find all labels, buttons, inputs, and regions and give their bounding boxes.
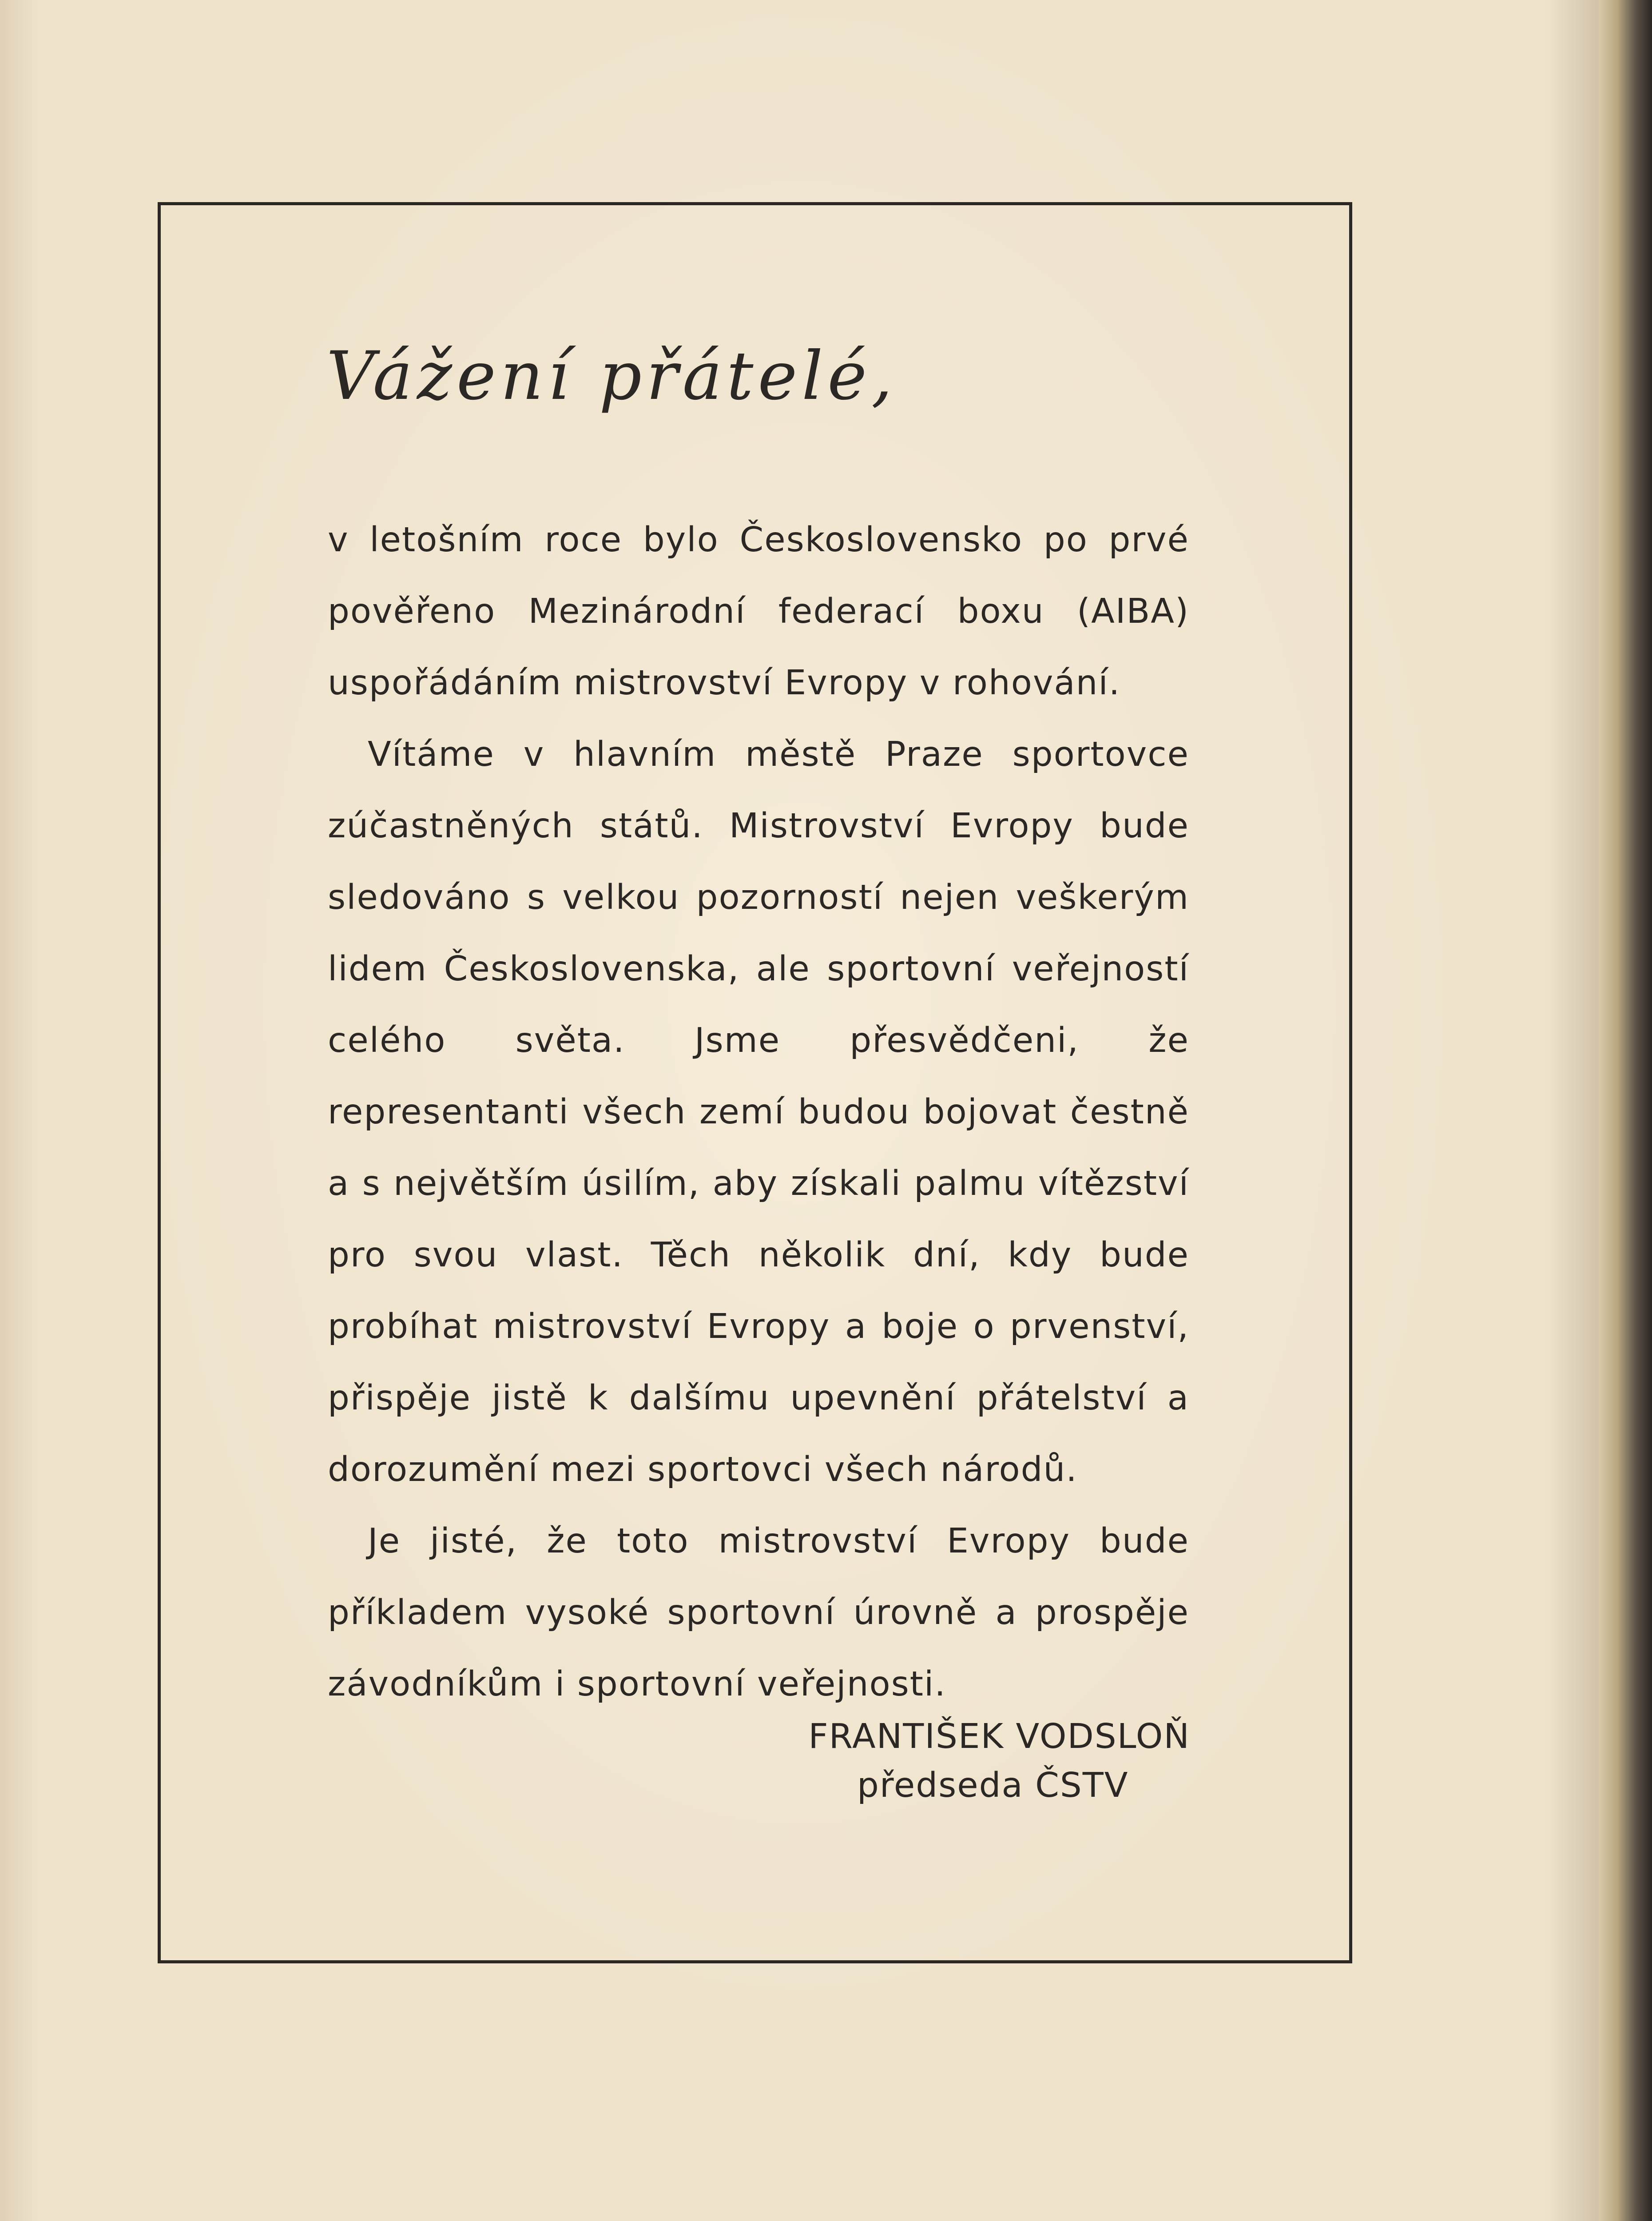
paragraph-2: Vítáme v hlavním městě Praze sportovce zúčastněných států. Mistrovství Evropy bude sledováno s velkou pozorností nejen veškerým lidem Československa, ale sportovní veřejností celého světa. Jsme přesvědčeni, že representanti všech zemí budou bojovat čestně a s největším úsilím, aby získali palmu vítězství pro svou vlast. Těch několik dní, kdy bude probíhat mistrovství Evropy a boje o prvenství, přispěje jistě k dalšímu upevnění přátelství a dorozumění mezi sportovci všech národů. [328, 735, 1189, 1489]
page-edge [1599, 0, 1652, 2221]
signature-name: FRANTIŠEK VODSLOŇ [808, 1717, 1190, 1756]
letter-greeting: Vážení přátelé, [326, 338, 897, 415]
paragraph-3: Je jisté, že toto mistrovství Evropy bude příkladem vysoké sportovní úrovně a prospěje závodníkům i sportovní veřejnosti. [328, 1521, 1189, 1704]
paragraph-1: v letošním roce bylo Československo po prvé pověřeno Mezinárodní federací boxu (AIBA) uspořádáním mistrovství Evropy v rohování. [328, 520, 1189, 703]
signature-block [711, 1712, 1190, 1810]
letter-body [328, 504, 1189, 1720]
signature-title: předseda ČSTV [857, 1766, 1129, 1805]
